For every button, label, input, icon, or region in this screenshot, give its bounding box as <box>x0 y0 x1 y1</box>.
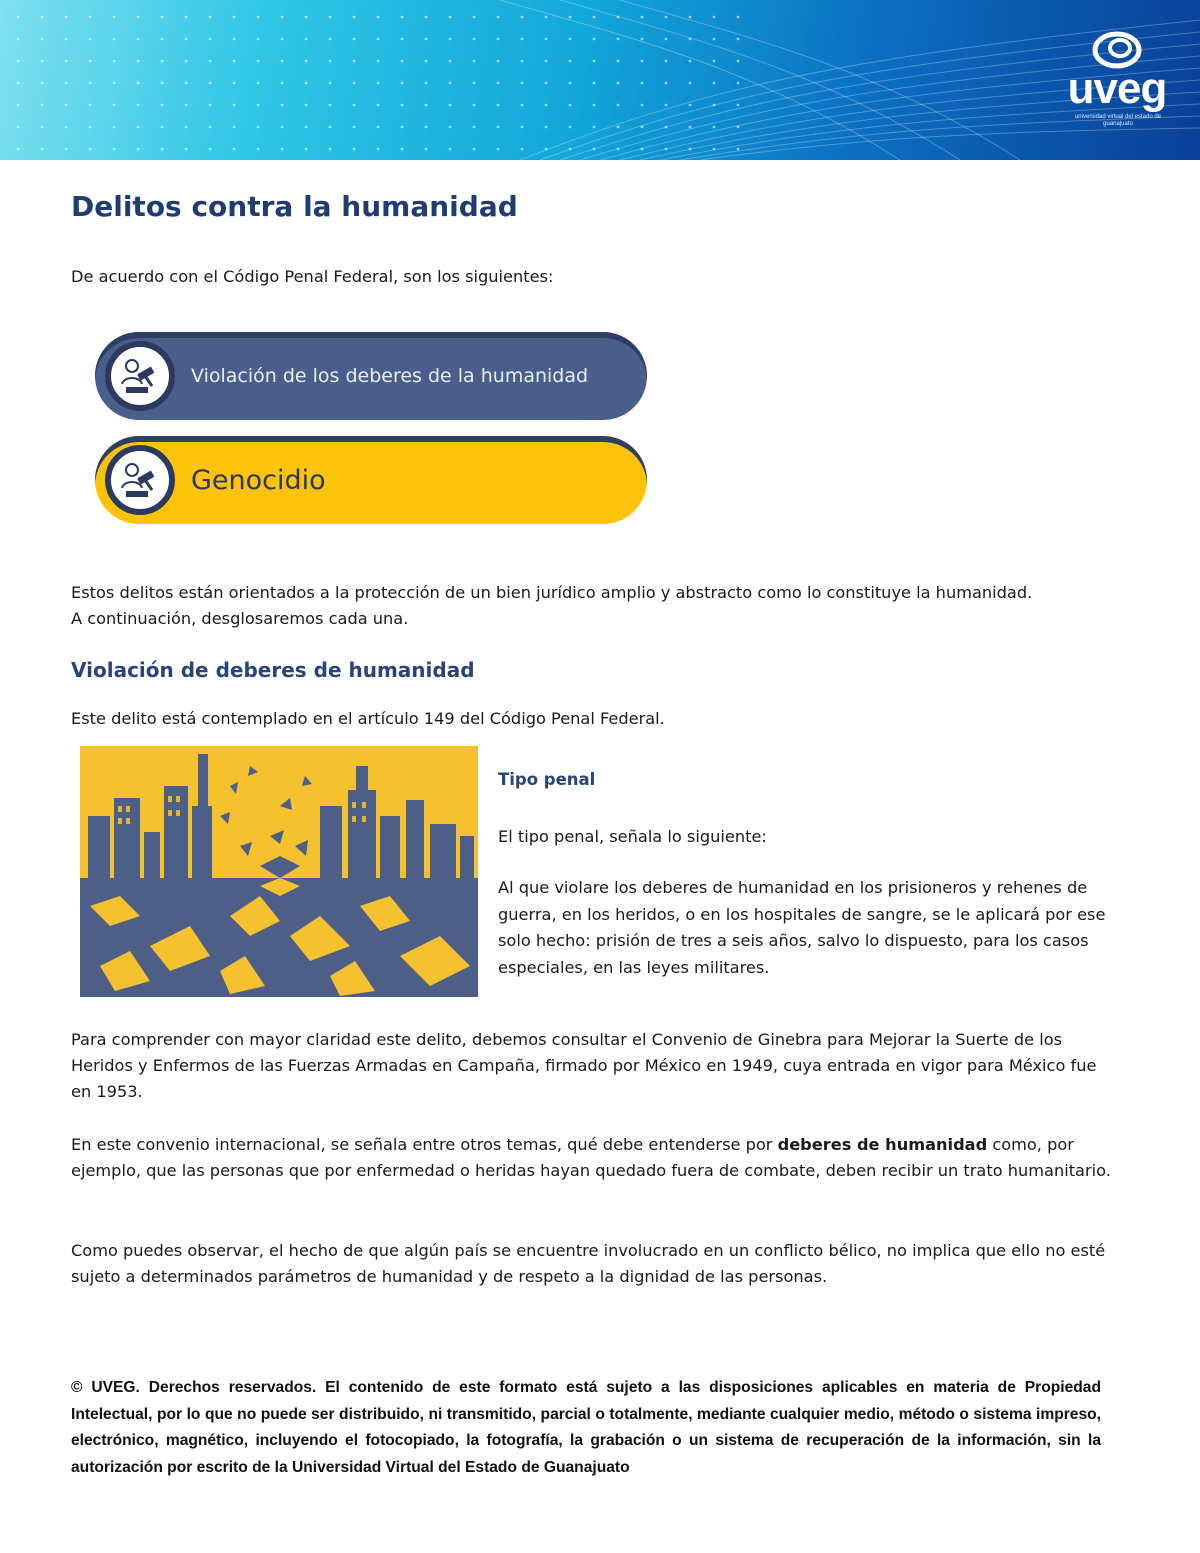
gavel-icon <box>118 458 162 502</box>
gavel-icon-ring <box>105 341 175 411</box>
category-pill-violacion <box>95 332 647 420</box>
logo-subtext: universidad virtual del estado de guanajuato <box>1074 114 1162 127</box>
gavel-icon <box>118 354 162 398</box>
deberes-de-humanidad-emphasis: deberes de humanidad <box>777 1135 988 1154</box>
paragraph-convenio-end: como, por ejemplo, que las personas que por enfermedad o heridas hayan quedado fuera de combate, deben recibir un trato humanitario. <box>71 1135 1111 1180</box>
gavel-icon-ring <box>105 445 175 515</box>
paragraph-intro-line-2: A continuación, desglosaremos cada una. <box>71 609 409 628</box>
tipo-penal-quote: Al que violare los deberes de humanidad en los prisioneros y rehenes de guerra, en los heridos, o en los hospitales de sangre, se le aplicará por ese solo hecho: prisión de tres a seis años, salvo lo dispuesto, para los casos especiales, en las leyes militares. <box>498 878 1106 977</box>
copyright-footer: © UVEG. Derechos reservados. El contenido de este formato está sujeto a las disposiciones aplicables en materia de Propiedad Intelectual, por lo que no puede ser distribuido, ni transmitido, parcial o totalmente, mediante cualquier medio, método o sistema impreso, electrónico, magnético, incluyendo el fotocopiado, la fotografía, la grabación o un sistema de recuperación de la información, sin la autorización por escrito de la Universidad Virtual del Estado de Guanajuato <box>71 1379 1101 1476</box>
section-intro: Este delito está contemplado en el artículo 149 del Código Penal Federal. <box>71 709 665 728</box>
page-title: Delitos contra la humanidad <box>71 190 518 223</box>
paragraph-convenio-start: En este convenio internacional, se señala entre otros temas, qué debe entenderse por <box>71 1135 778 1154</box>
uveg-logo <box>1062 30 1172 130</box>
paragraph-conflicto: Como puedes observar, el hecho de que algún país se encuentre involucrado en un conflicto bélico, no implica que ello no esté sujeto a determinados parámetros de humanidad y de respeto a la dignidad de las personas. <box>71 1241 1106 1286</box>
paragraph-ginebra: Para comprender con mayor claridad este delito, debemos consultar el Convenio de Ginebra para Mejorar la Suerte de los Heridos y Enfermos de las Fuerzas Armadas en Campaña, firmado por México en 1949, cuya entrada en vigor para México fue en 1953. <box>71 1030 1097 1101</box>
category-label-violacion: Violación de los deberes de la humanidad <box>191 365 589 387</box>
banner-wave-lines <box>0 0 1200 160</box>
paragraph-intro-line-1: Estos delitos están orientados a la protección de un bien jurídico amplio y abstracto como lo constituye la humanidad. <box>71 583 1033 602</box>
header-banner <box>0 0 1200 160</box>
intro-text: De acuerdo con el Código Penal Federal, son los siguientes: <box>71 267 554 286</box>
paragraph-convenio <box>71 1132 1121 1184</box>
destroyed-city-illustration <box>80 746 478 997</box>
section-heading: Violación de deberes de humanidad <box>71 658 475 682</box>
category-pill-genocidio <box>95 436 647 524</box>
tipo-penal-heading: Tipo penal <box>498 770 596 789</box>
category-label-genocidio: Genocidio <box>191 464 326 496</box>
tipo-penal-intro: El tipo penal, señala lo siguiente: <box>498 827 767 846</box>
logo-text: uveg <box>1067 64 1167 113</box>
